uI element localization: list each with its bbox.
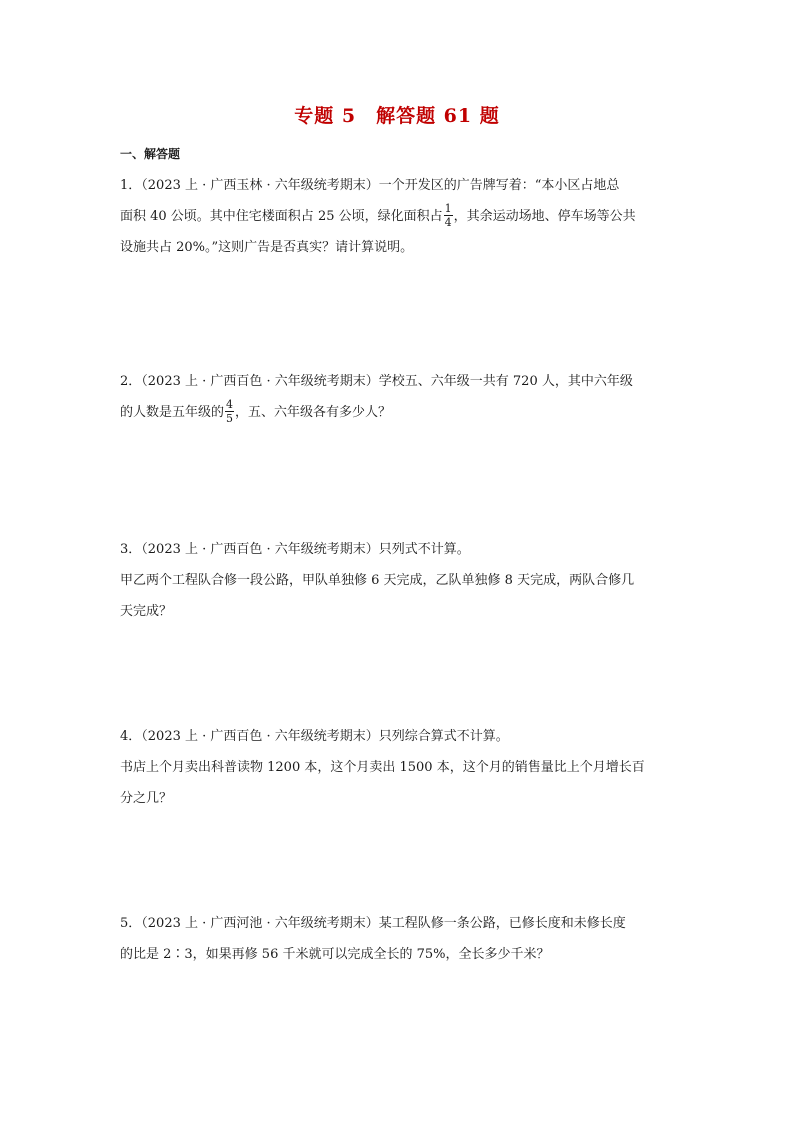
question-2-text-b: ，五、六年级各有多少人？ bbox=[235, 405, 392, 420]
fraction-four-fifths bbox=[225, 398, 234, 425]
question-3-line-3: 天完成？ bbox=[120, 604, 173, 619]
question-3-line-2: 甲乙两个工程队合修一段公路，甲队单独修 6 天完成，乙队单独修 8 天完成，两队合修几 bbox=[120, 573, 635, 588]
question-4 bbox=[120, 721, 680, 814]
section-heading: 一、解答题 bbox=[120, 147, 181, 161]
question-1-text-b: ，其余运动场地、停车场等公共 bbox=[453, 209, 636, 224]
question-3-line-1: 3．（2023 上 · 广西百色 · 六年级统考期末）只列式不计算。 bbox=[120, 542, 470, 557]
fraction-denominator: 5 bbox=[226, 412, 234, 425]
question-4-line-3: 分之几？ bbox=[120, 791, 173, 806]
question-5-line-2: 的比是 2∶3，如果再修 56 千米就可以完成全长的 75%，全长多少千米？ bbox=[120, 947, 550, 962]
question-1 bbox=[120, 170, 680, 263]
question-5 bbox=[120, 908, 680, 970]
fraction-numerator: 1 bbox=[444, 202, 452, 215]
fraction-one-quarter bbox=[444, 202, 453, 229]
question-1-text-a: 面积 40 公顷。其中住宅楼面积占 25 公顷，绿化面积占 bbox=[120, 209, 443, 224]
question-1-line-3: 设施共占 20%。”这则广告是否真实？请计算说明。 bbox=[120, 240, 414, 255]
fraction-denominator: 4 bbox=[444, 216, 452, 229]
question-1-line-2 bbox=[120, 201, 680, 232]
question-3 bbox=[120, 534, 680, 627]
question-2-text-a: 的人数是五年级的 bbox=[120, 405, 225, 420]
question-4-line-2: 书店上个月卖出科普读物 1200 本，这个月卖出 1500 本，这个月的销售量比上个月增长百 bbox=[120, 760, 645, 775]
question-2 bbox=[120, 366, 680, 428]
question-2-line-2 bbox=[120, 397, 680, 428]
question-4-line-1: 4．（2023 上 · 广西百色 · 六年级统考期末）只列综合算式不计算。 bbox=[120, 729, 509, 744]
fraction-numerator: 4 bbox=[226, 398, 234, 411]
page-title: 专题 5 解答题 61 题 bbox=[294, 105, 500, 127]
question-2-line-1: 2．（2023 上 · 广西百色 · 六年级统考期末）学校五、六年级一共有 720 人，其中六年级 bbox=[120, 374, 633, 389]
question-5-line-1: 5．（2023 上 · 广西河池 · 六年级统考期末）某工程队修一条公路，已修长度和未修长度 bbox=[120, 916, 626, 931]
question-1-line-1: 1．（2023 上 · 广西玉林 · 六年级统考期末）一个开发区的广告牌写着：“本小区占地总 bbox=[120, 178, 620, 193]
